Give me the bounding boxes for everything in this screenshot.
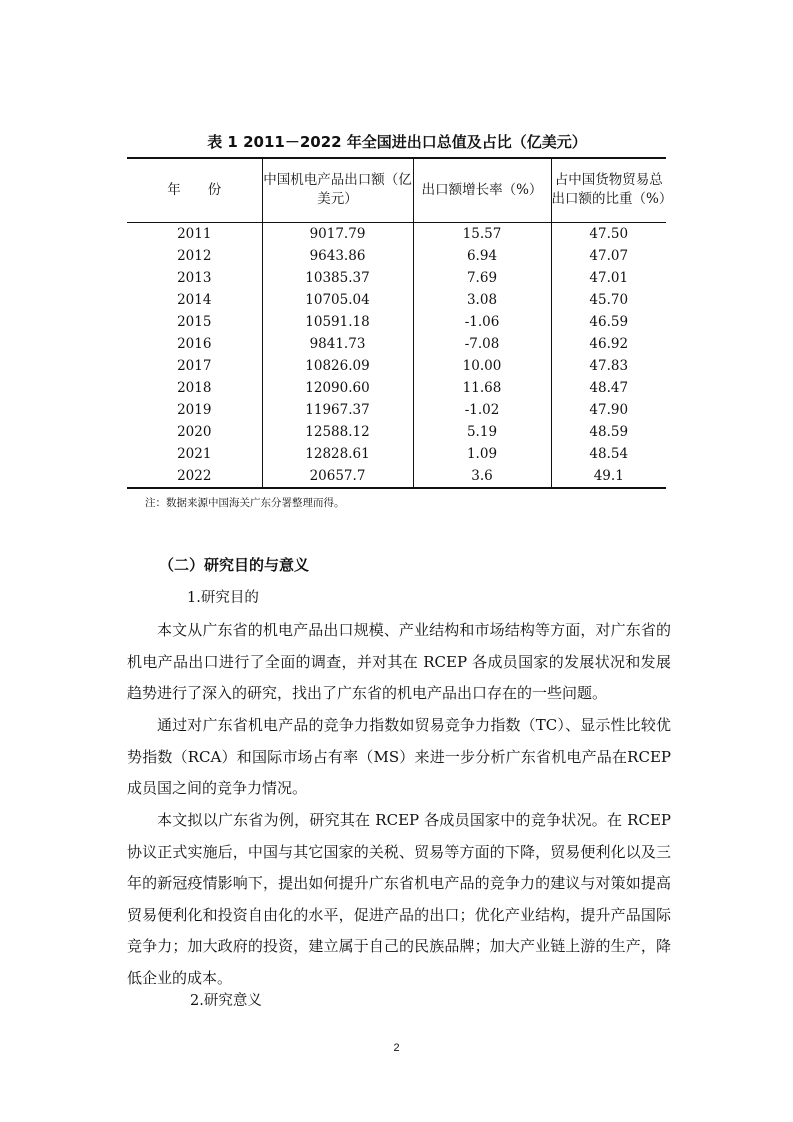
table-cell: 2019	[177, 401, 212, 418]
table-row	[127, 333, 666, 355]
table-cell: 47.07	[551, 245, 666, 267]
table-cell: 2020	[177, 423, 212, 440]
table-cell: 10826.09	[262, 355, 413, 377]
table-cell: 2016	[177, 335, 212, 352]
table-cell: 2015	[177, 313, 212, 330]
table-cell: 2018	[177, 379, 212, 396]
table-cell: 47.01	[551, 267, 666, 289]
header-growth-rate: 出口额增长率（%）	[413, 158, 551, 222]
table-cell: 10591.18	[262, 311, 413, 333]
table-cell: 48.47	[551, 377, 666, 399]
table-cell: 7.69	[413, 267, 551, 289]
table-cell: 5.19	[413, 421, 551, 443]
table-cell: 2011	[177, 225, 212, 242]
table-cell: 3.6	[413, 465, 551, 488]
table-cell: -7.08	[413, 333, 551, 355]
table-row	[127, 465, 666, 488]
table-row	[127, 267, 666, 289]
table-note: 注：数据来源中国海关广东分署整理而得。	[145, 497, 345, 509]
table-cell: 9017.79	[262, 222, 413, 245]
table-row	[127, 311, 666, 333]
table-row	[127, 245, 666, 267]
table-cell: 2022	[177, 467, 212, 484]
table-cell: 12588.12	[262, 421, 413, 443]
table-cell: 48.54	[551, 443, 666, 465]
table-cell: 2012	[177, 247, 212, 264]
table-cell: -1.02	[413, 399, 551, 421]
paragraph: 本文从广东省的机电产品出口规模、产业结构和市场结构等方面，对广东省的机电产品出口进行了全面的调查，并对其在 RCEP 各成员国家的发展状况和发展趋势进行了深入的研究，找出了广东省的机电产品出口存在的一些问题。	[127, 621, 671, 702]
table-row	[127, 222, 666, 245]
table-cell: 10705.04	[262, 289, 413, 311]
table-cell: 12828.61	[262, 443, 413, 465]
table-header-row	[127, 158, 666, 222]
table-cell: 1.09	[413, 443, 551, 465]
table-cell: 2017	[177, 357, 212, 374]
table-cell: -1.06	[413, 311, 551, 333]
table-cell: 47.90	[551, 399, 666, 421]
table-title: 表 1 2011－2022 年全国进出口总值及占比（亿美元）	[207, 133, 587, 151]
header-export-value: 中国机电产品出口额（亿美元）	[262, 158, 413, 222]
table-cell: 47.50	[551, 222, 666, 245]
table-cell: 20657.7	[262, 465, 413, 488]
table-cell: 47.83	[551, 355, 666, 377]
table-cell: 12090.60	[262, 377, 413, 399]
table-cell: 11.68	[413, 377, 551, 399]
table-cell: 9841.73	[262, 333, 413, 355]
table-cell: 11967.37	[262, 399, 413, 421]
table-cell: 10385.37	[262, 267, 413, 289]
export-table	[127, 157, 673, 489]
table-cell: 49.1	[551, 465, 666, 488]
table-cell: 9643.86	[262, 245, 413, 267]
table-cell: 46.92	[551, 333, 666, 355]
table-cell: 15.57	[413, 222, 551, 245]
table-cell: 2013	[177, 269, 212, 286]
page-number: 2	[393, 1042, 400, 1054]
table-row	[127, 443, 666, 465]
paragraph: 本文拟以广东省为例，研究其在 RCEP 各成员国家中的竞争状况。在 RCEP 协议正式实施后，中国与其它国家的关税、贸易等方面的下降，贸易便利化以及三年的新冠疫情影响下，提出如何提升广东省机电产品的竞争力的建议与对策如提高贸易便利化和投资自由化的水平，促进产品的出口；优化产业结构，提升产品国际竞争力；加大政府的投资，建立属于自己的民族品牌；加大产业链上游的生产，降低企业的成本。	[127, 811, 671, 987]
paragraph: 通过对广东省机电产品的竞争力指数如贸易竞争力指数（TC）、显示性比较优势指数（RCA）和国际市场占有率（MS）来进一步分析广东省机电产品在RCEP成员国之间的竞争力情况。	[127, 716, 671, 797]
header-share: 占中国货物贸易总出口额的比重（%）	[551, 158, 666, 222]
table-row	[127, 289, 666, 311]
table-row	[127, 421, 666, 443]
subheading-research-purpose: 1.研究目的	[187, 590, 259, 606]
table-cell: 46.59	[551, 311, 666, 333]
table-cell: 48.59	[551, 421, 666, 443]
table-row	[127, 377, 666, 399]
subheading-research-significance: 2.研究意义	[190, 993, 262, 1009]
table-body	[127, 222, 666, 488]
header-year: 年 份	[127, 158, 262, 222]
table-row	[127, 355, 666, 377]
section-heading: （二）研究目的与意义	[159, 556, 310, 574]
table-cell: 45.70	[551, 289, 666, 311]
table-cell: 2021	[177, 445, 212, 462]
table-cell: 10.00	[413, 355, 551, 377]
table-cell: 6.94	[413, 245, 551, 267]
table-row	[127, 399, 666, 421]
table-cell: 2014	[177, 291, 212, 308]
table-cell: 3.08	[413, 289, 551, 311]
